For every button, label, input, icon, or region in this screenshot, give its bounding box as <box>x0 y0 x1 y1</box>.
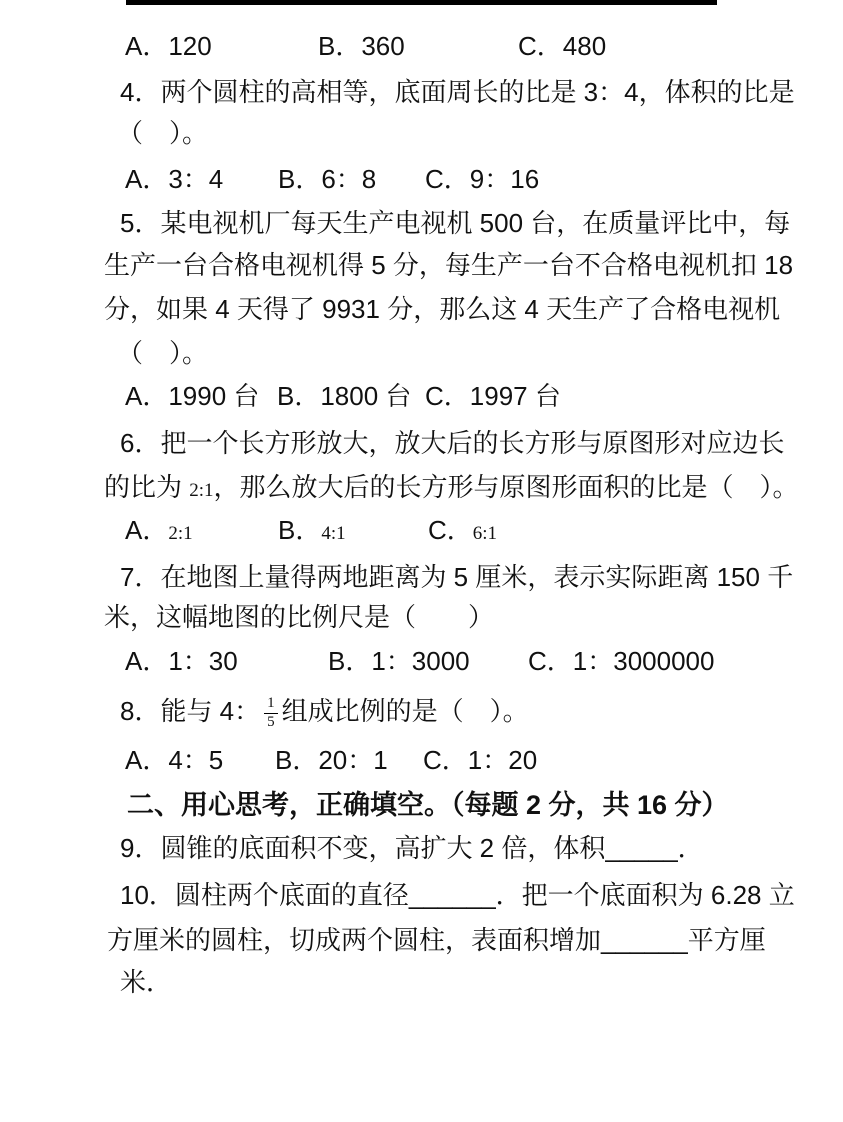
text-run: B．6：8 <box>278 164 377 194</box>
text-run: （ ）。 <box>117 118 209 148</box>
text-run: （ ）。 <box>117 338 209 368</box>
option-row-q8 <box>0 738 843 782</box>
page-top-rule <box>126 0 717 5</box>
option-item <box>318 24 405 68</box>
text-run: B． <box>278 515 322 545</box>
option-item <box>428 508 497 556</box>
option-item <box>125 508 193 556</box>
text-run: C． <box>428 515 473 545</box>
text-run: 10．圆柱两个底面的直径______．把一个底面积为 6.28 立 <box>120 880 795 910</box>
question-6-line-2 <box>0 465 843 509</box>
text-run: 米，这幅地图的比例尺是（ ） <box>104 602 495 632</box>
question-5-line-3 <box>0 287 843 331</box>
text-run: 方厘米的圆柱，切成两个圆柱，表面积增加______平方厘 <box>107 925 766 955</box>
question-7-line-2 <box>0 595 843 639</box>
option-item <box>275 738 388 782</box>
text-run: 二、用心思考，正确填空。（每题 2 分，共 16 分） <box>127 790 729 820</box>
question-9-line-1 <box>0 826 843 870</box>
text-run: A．4：5 <box>125 745 224 775</box>
text-run: B．1800 台 <box>277 381 412 411</box>
text-run: C．1：20 <box>423 745 538 775</box>
text-run: A．3：4 <box>125 164 224 194</box>
option-item <box>278 157 376 201</box>
option-item <box>278 508 346 556</box>
text-run: 8．能与 4： <box>120 696 261 726</box>
text-run: 生产一台合格电视机得 5 分，每生产一台不合格电视机扣 18 <box>104 250 794 280</box>
text-run: A．1990 台 <box>125 381 260 411</box>
question-6-line-1 <box>0 421 843 465</box>
fraction-numerator: 1 <box>264 695 278 713</box>
text-run: 7．在地图上量得两地距离为 5 厘米，表示实际距离 150 千 <box>120 562 794 592</box>
text-run: A． <box>125 515 169 545</box>
text-run: A．1：30 <box>125 646 238 676</box>
text-run: C．480 <box>518 31 607 61</box>
question-4-line-2 <box>0 111 843 155</box>
text-run: B．20：1 <box>275 745 388 775</box>
option-item <box>425 157 539 201</box>
option-item <box>518 24 606 68</box>
option-row-q3 <box>0 24 843 68</box>
ratio-value: 6:1 <box>472 523 498 544</box>
option-item <box>425 374 561 418</box>
fraction <box>264 695 278 731</box>
section-2-header <box>0 783 843 827</box>
question-10-line-3 <box>0 960 843 1004</box>
option-item <box>125 639 238 683</box>
ratio-value: 2:1 <box>168 523 193 544</box>
option-row-q7 <box>0 639 843 683</box>
text-run: 的比为 <box>104 472 190 502</box>
option-item <box>528 639 714 683</box>
question-10-line-2 <box>0 918 843 962</box>
option-item <box>125 738 223 782</box>
text-run: C．1997 台 <box>425 381 561 411</box>
question-8-line-1 <box>0 689 843 733</box>
text-run: B．360 <box>318 31 405 61</box>
question-10-line-1 <box>0 873 843 917</box>
option-row-q6 <box>0 508 843 552</box>
text-run: B．1：3000 <box>328 646 470 676</box>
question-5-line-2 <box>0 243 843 287</box>
option-row-q5 <box>0 374 843 418</box>
fraction-denominator: 5 <box>267 713 275 730</box>
text-run: 4．两个圆柱的高相等，底面周长的比是 3：4，体积的比是 <box>120 77 795 107</box>
text-run: 9．圆锥的底面积不变，高扩大 2 倍，体积_____． <box>120 833 704 863</box>
text-run: 5．某电视机厂每天生产电视机 500 台，在质量评比中，每 <box>120 208 791 238</box>
text-run: C．9：16 <box>425 164 540 194</box>
text-run: ，那么放大后的长方形与原图形面积的比是（ ）。 <box>213 472 799 502</box>
question-7-line-1 <box>0 555 843 599</box>
text-run: 米． <box>120 967 173 997</box>
text-run: A．120 <box>125 31 212 61</box>
option-item <box>125 374 259 418</box>
question-4-line-1 <box>0 70 843 114</box>
option-item <box>277 374 411 418</box>
ratio-value: 2:1 <box>189 480 214 501</box>
text-run: 分，如果 4 天得了 9931 分，那么这 4 天生产了合格电视机 <box>104 294 781 324</box>
question-5-line-1 <box>0 201 843 245</box>
option-item <box>125 157 223 201</box>
ratio-value: 4:1 <box>321 523 346 544</box>
question-5-line-4 <box>0 331 843 375</box>
text-run: C．1：3000000 <box>528 646 715 676</box>
option-row-q4 <box>0 157 843 201</box>
text-run: 组成比例的是（ ）。 <box>281 696 529 726</box>
text-run: 6．把一个长方形放大，放大后的长方形与原图形对应边长 <box>120 428 785 458</box>
option-item <box>423 738 537 782</box>
option-item <box>125 24 212 68</box>
option-item <box>328 639 470 683</box>
